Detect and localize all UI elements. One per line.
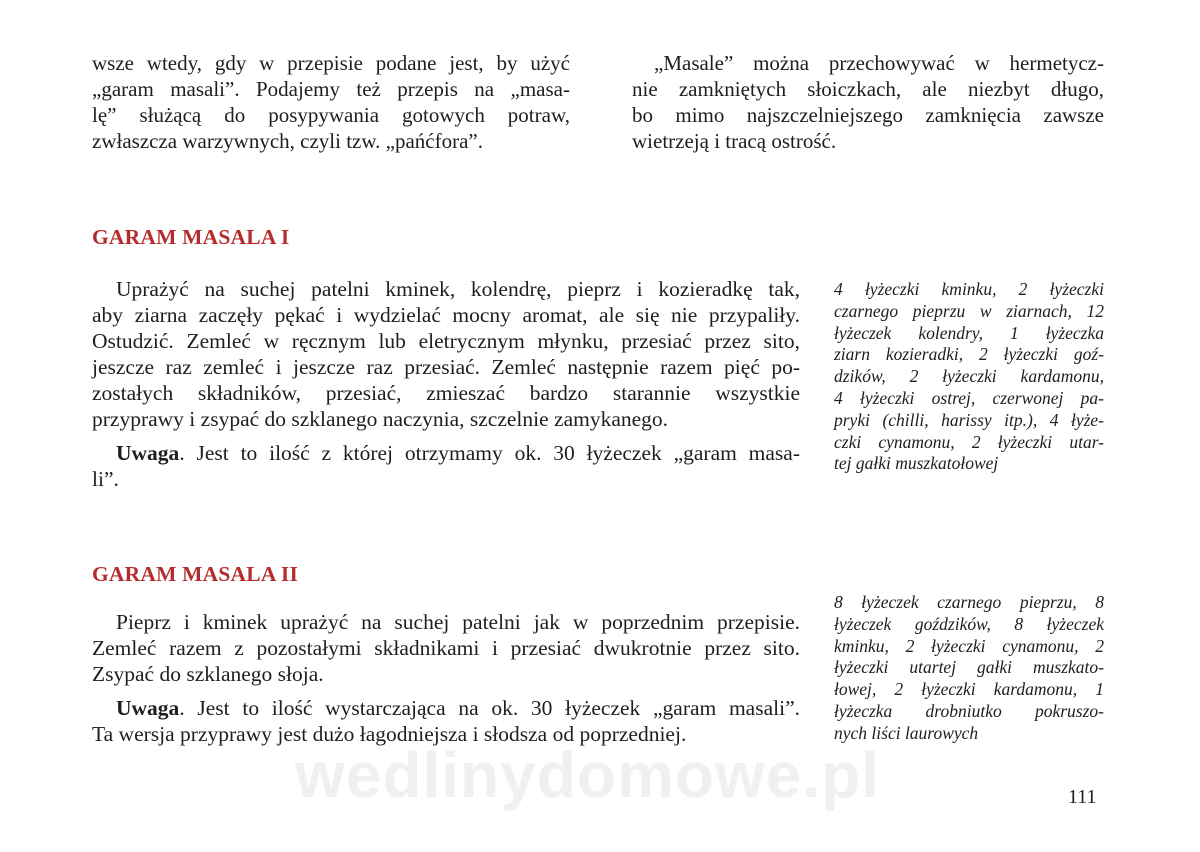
recipe1-instructions: [92, 276, 800, 492]
recipe2-note: [92, 695, 800, 721]
text-line: Ta wersja przyprawy jest dużo łagodniejsza i słodsza od poprzedniej.: [92, 722, 687, 746]
ingredient-line: tej gałki muszkatołowej: [834, 453, 999, 474]
page-number: 111: [1068, 786, 1097, 808]
recipe1-note: [92, 440, 800, 466]
ingredient-line: 8 łyżeczek czarnego pieprzu, 8: [834, 592, 1104, 612]
text-line: wsze wtedy, gdy w przepisie podane jest, by użyć: [92, 51, 570, 75]
text-line: Uprażyć na suchej patelni kminek, kolendrę, pieprz i kozieradkę tak,: [116, 277, 800, 301]
intro-right-paragraph: [632, 50, 1104, 154]
note-text: . Jest to ilość z której otrzymamy ok. 30 łyżeczek „garam masa-: [179, 441, 800, 465]
ingredient-line: łowej, 2 łyżeczki kardamonu, 1: [834, 679, 1104, 700]
note-label: Uwaga: [116, 696, 180, 720]
ingredient-line: kminku, 2 łyżeczki cynamonu, 2: [834, 635, 1104, 656]
ingredient-line: nych liści laurowych: [834, 722, 979, 743]
text-line: zostałych składników, przesiać, zmieszać bardzo starannie wszystkie: [92, 381, 800, 405]
text-line: Zsypać do szklanego słoja.: [92, 662, 324, 686]
ingredient-line: łyżeczki utartej gałki muszkato-: [834, 657, 1104, 678]
text-line: bo mimo najszczelniejszego zamknięcia zawsze: [632, 103, 1104, 127]
text-line: aby ziarna zaczęły pękać i wydzielać mocny aromat, ale się nie przypaliły.: [92, 303, 800, 327]
ingredient-line: czki cynamonu, 2 łyżeczki utar-: [834, 431, 1104, 452]
ingredient-line: łyżeczek kolendry, 1 łyżeczka: [834, 322, 1104, 343]
text-line: jeszcze raz zemleć i jeszcze raz przesiać. Zemleć następnie razem pięć po-: [92, 355, 800, 379]
recipe2-title: GARAM MASALA II: [92, 562, 299, 586]
watermark: wedlinydomowe.pl: [295, 739, 880, 811]
ingredient-line: 4 łyżeczki kminku, 2 łyżeczki: [834, 279, 1104, 299]
ingredient-line: dzików, 2 łyżeczki kardamonu,: [834, 366, 1104, 387]
text-line: nie zamkniętych słoiczkach, ale niezbyt długo,: [632, 77, 1104, 101]
text-line: wietrzeją i tracą ostrość.: [632, 129, 837, 153]
ingredient-line: czarnego pieprzu w ziarnach, 12: [834, 300, 1104, 321]
intro-left-paragraph: [92, 50, 570, 154]
recipe2-ingredients: [834, 592, 1104, 745]
text-line: „garam masali”. Podajemy też przepis na „masa-: [92, 77, 570, 101]
ingredient-line: łyżeczka drobniutko pokruszo-: [834, 700, 1104, 721]
recipe1-ingredients: [834, 279, 1104, 475]
ingredient-line: łyżeczek goździków, 8 łyżeczek: [834, 613, 1104, 634]
note-text: . Jest to ilość wystarczająca na ok. 30 łyżeczek „garam masali”.: [179, 696, 800, 720]
recipe1-title: GARAM MASALA I: [92, 225, 290, 249]
text-line: li”.: [92, 467, 119, 491]
text-line: przyprawy i zsypać do szklanego naczynia, szczelnie zamykanego.: [92, 407, 669, 431]
text-line: Pieprz i kminek uprażyć na suchej patelni jak w poprzednim przepisie.: [116, 610, 800, 634]
text-line: Zemleć razem z pozostałymi składnikami i przesiać dwukrotnie przez sito.: [92, 636, 800, 660]
note-label: Uwaga: [116, 441, 180, 465]
text-line: lę” służącą do posypywania gotowych potraw,: [92, 103, 570, 127]
text-line: zwłaszcza warzywnych, czyli tzw. „pańćfora”.: [92, 129, 483, 153]
recipe2-instructions: [92, 609, 800, 747]
text-line: Ostudzić. Zemleć w ręcznym lub eletrycznym młynku, przesiać przez sito,: [92, 329, 800, 353]
ingredient-line: pryki (chilli, harissy itp.), 4 łyże-: [834, 409, 1104, 430]
text-line: „Masale” można przechowywać w hermetycz-: [654, 51, 1104, 75]
ingredient-line: ziarn kozieradki, 2 łyżeczki goź-: [834, 344, 1104, 365]
ingredient-line: 4 łyżeczki ostrej, czerwonej pa-: [834, 387, 1104, 408]
